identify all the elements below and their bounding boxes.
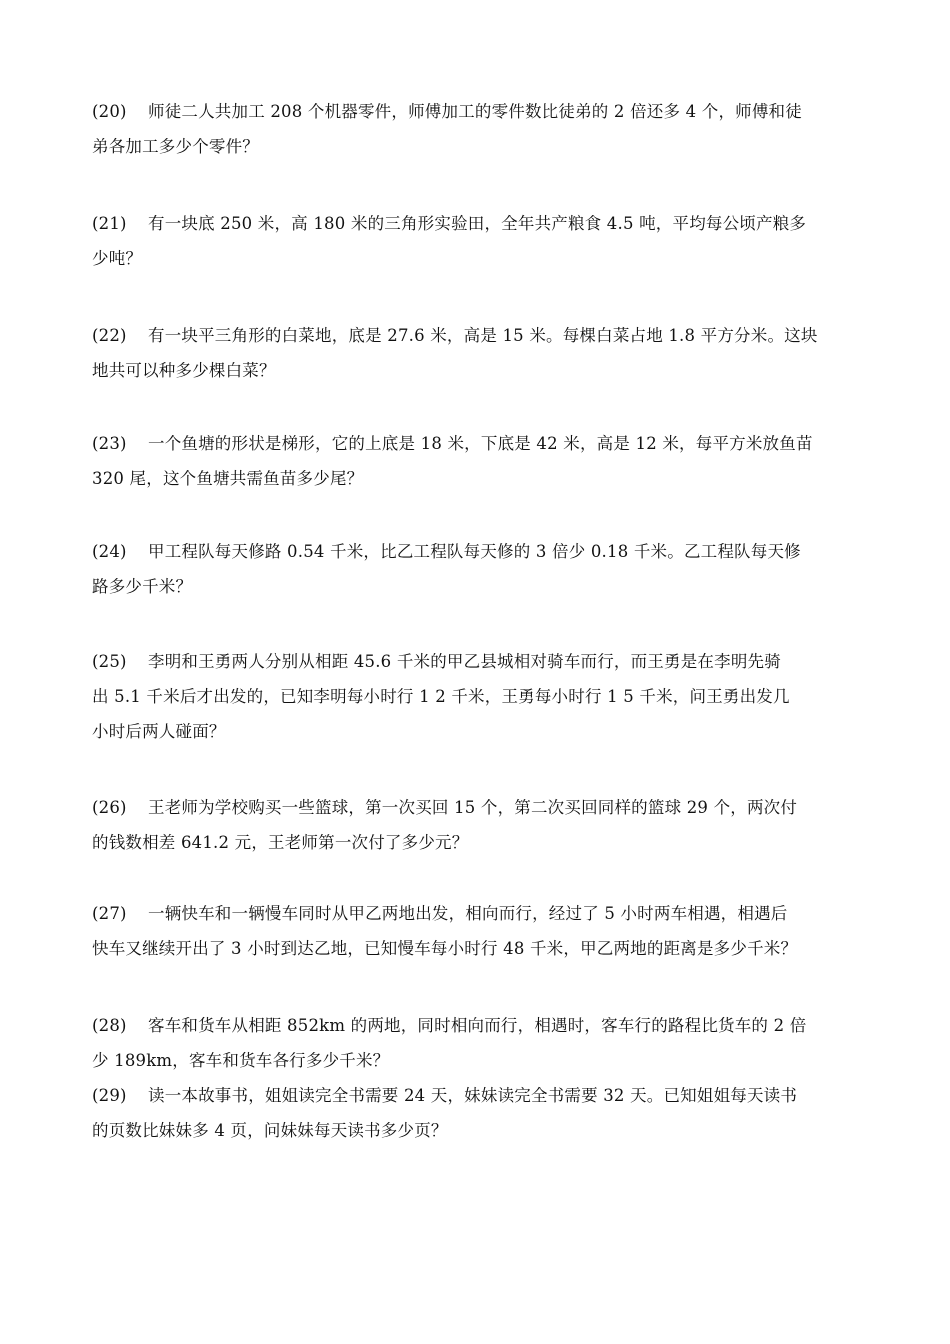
problem-line <box>92 1008 882 1043</box>
problem-text: 一辆快车和一辆慢车同时从甲乙两地出发，相向而行，经过了 5 小时两车相遇，相遇后 <box>148 904 788 923</box>
problem-25 <box>92 644 882 749</box>
problem-line <box>92 318 882 353</box>
problem-number: (29) <box>92 1086 127 1105</box>
problem-line: 的钱数相差 641.2 元，王老师第一次付了多少元？ <box>92 833 469 852</box>
problem-line <box>92 94 882 129</box>
problem-20 <box>92 94 882 164</box>
problem-number: (23) <box>92 434 127 453</box>
problem-line <box>92 534 882 569</box>
problem-line: 地共可以种多少棵白菜？ <box>92 361 276 380</box>
problem-line <box>92 1078 882 1113</box>
problem-line: 320 尾，这个鱼塘共需鱼苗多少尾？ <box>92 469 364 488</box>
problem-line: 的页数比妹妹多 4 页，问妹妹每天读书多少页？ <box>92 1121 448 1140</box>
problem-29 <box>92 1078 882 1148</box>
problem-number: (28) <box>92 1016 127 1035</box>
problem-27 <box>92 896 882 966</box>
problem-28 <box>92 1008 882 1078</box>
problem-line <box>92 790 882 825</box>
problem-text: 客车和货车从相距 852km 的两地，同时相向而行，相遇时，客车行的路程比货车的 2 倍 <box>148 1016 807 1035</box>
problem-text: 有一块底 250 米，高 180 米的三角形实验田，全年共产粮食 4.5 吨，平均每公顷产粮多 <box>148 214 807 233</box>
problem-number: (21) <box>92 214 127 233</box>
problem-line: 快车又继续开出了 3 小时到达乙地，已知慢车每小时行 48 千米，甲乙两地的距离是多少千米？ <box>92 939 798 958</box>
problem-line <box>92 206 882 241</box>
problem-26 <box>92 790 882 860</box>
problem-number: (22) <box>92 326 127 345</box>
problem-text: 李明和王勇两人分别从相距 45.6 千米的甲乙县城相对骑车而行，而王勇是在李明先骑 <box>148 652 781 671</box>
problem-line: 小时后两人碰面？ <box>92 722 226 741</box>
problem-text: 师徒二人共加工 208 个机器零件，师傅加工的零件数比徒弟的 2 倍还多 4 个，师傅和徒 <box>148 102 802 121</box>
problem-22 <box>92 318 882 388</box>
problem-23 <box>92 426 882 496</box>
problem-line <box>92 644 882 679</box>
problem-line: 路多少千米？ <box>92 577 193 596</box>
problem-text: 读一本故事书，姐姐读完全书需要 24 天，妹妹读完全书需要 32 天。已知姐姐每天读书 <box>148 1086 798 1105</box>
problem-line <box>92 426 882 461</box>
problem-number: (20) <box>92 102 127 121</box>
problem-number: (25) <box>92 652 127 671</box>
problem-text: 甲工程队每天修路 0.54 千米，比乙工程队每天修的 3 倍少 0.18 千米。乙工程队每天修 <box>148 542 801 561</box>
problem-number: (24) <box>92 542 127 561</box>
problem-text: 王老师为学校购买一些篮球，第一次买回 15 个，第二次买回同样的篮球 29 个，两次付 <box>148 798 798 817</box>
problem-line: 弟各加工多少个零件？ <box>92 137 259 156</box>
problem-24 <box>92 534 882 604</box>
problem-line: 出 5.1 千米后才出发的，已知李明每小时行 1 2 千米，王勇每小时行 1 5 千米，问王勇出发几 <box>92 687 790 706</box>
problem-number: (27) <box>92 904 127 923</box>
problem-text: 有一块平三角形的白菜地，底是 27.6 米，高是 15 米。每棵白菜占地 1.8 平方分米。这块 <box>148 326 818 345</box>
problem-line: 少吨？ <box>92 249 143 268</box>
problem-21 <box>92 206 882 276</box>
problem-text: 一个鱼塘的形状是梯形，它的上底是 18 米，下底是 42 米，高是 12 米，每平方米放鱼苗 <box>148 434 813 453</box>
problem-line: 少 189km，客车和货车各行多少千米？ <box>92 1051 390 1070</box>
problem-line <box>92 896 882 931</box>
problem-number: (26) <box>92 798 127 817</box>
